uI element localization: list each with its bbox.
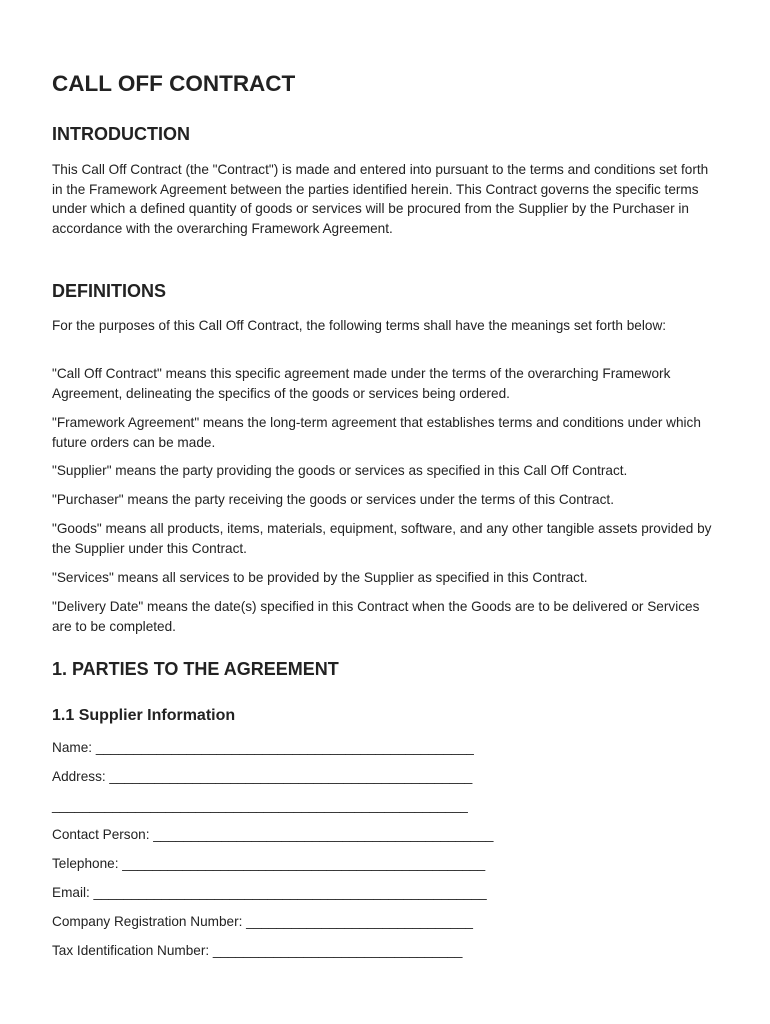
supplier-email-field[interactable]: Email: ____________________________________________________ xyxy=(52,885,487,900)
introduction-heading: INTRODUCTION xyxy=(52,124,190,144)
definition-item: "Call Off Contract" means this specific agreement made under the terms of the overarching Framework Agreement, delineating the specifics of the goods or services being ordered. xyxy=(52,366,671,401)
supplier-tax-id-field[interactable]: Tax Identification Number: _________________________________ xyxy=(52,943,463,958)
definition-item: "Framework Agreement" means the long-term agreement that establishes terms and conditions under which future orders can be made. xyxy=(52,415,701,450)
definitions-intro: For the purposes of this Call Off Contract, the following terms shall have the meanings set forth below: xyxy=(52,318,667,333)
supplier-telephone-field[interactable]: Telephone: ________________________________________________ xyxy=(52,856,486,871)
parties-heading: 1. PARTIES TO THE AGREEMENT xyxy=(52,659,339,679)
supplier-registration-number-field[interactable]: Company Registration Number: ______________________________ xyxy=(52,914,473,929)
definition-item: "Goods" means all products, items, materials, equipment, software, and any other tangible assets provided by the Supplier under this Contract. xyxy=(52,521,712,556)
definition-item: "Supplier" means the party providing the goods or services as specified in this Call Off Contract. xyxy=(52,463,628,478)
supplier-contact-person-field[interactable]: Contact Person: _____________________________________________ xyxy=(52,827,494,842)
introduction-text: This Call Off Contract (the "Contract") is made and entered into pursuant to the terms and conditions set forth in the Framework Agreement between the parties identified herein. This Contract governs the specific terms under which a defined quantity of goods or services will be procured from the Supplier by the Purchaser in accordance with the overarching Framework Agreement. xyxy=(52,162,709,236)
definition-item: "Services" means all services to be provided by the Supplier as specified in this Contract. xyxy=(52,570,588,585)
supplier-address-line2-field[interactable]: _______________________________________________________ xyxy=(52,798,468,813)
supplier-info-heading: 1.1 Supplier Information xyxy=(52,707,236,724)
document-title: CALL OFF CONTRACT xyxy=(52,71,296,96)
supplier-name-field[interactable]: Name: __________________________________________________ xyxy=(52,740,474,755)
definition-item: "Delivery Date" means the date(s) specified in this Contract when the Goods are to be delivered or Services are to be completed. xyxy=(52,599,700,634)
definitions-heading: DEFINITIONS xyxy=(52,281,167,301)
supplier-address-field[interactable]: Address: ________________________________________________ xyxy=(52,769,473,784)
definition-item: "Purchaser" means the party receiving the goods or services under the terms of this Contract. xyxy=(52,492,614,507)
